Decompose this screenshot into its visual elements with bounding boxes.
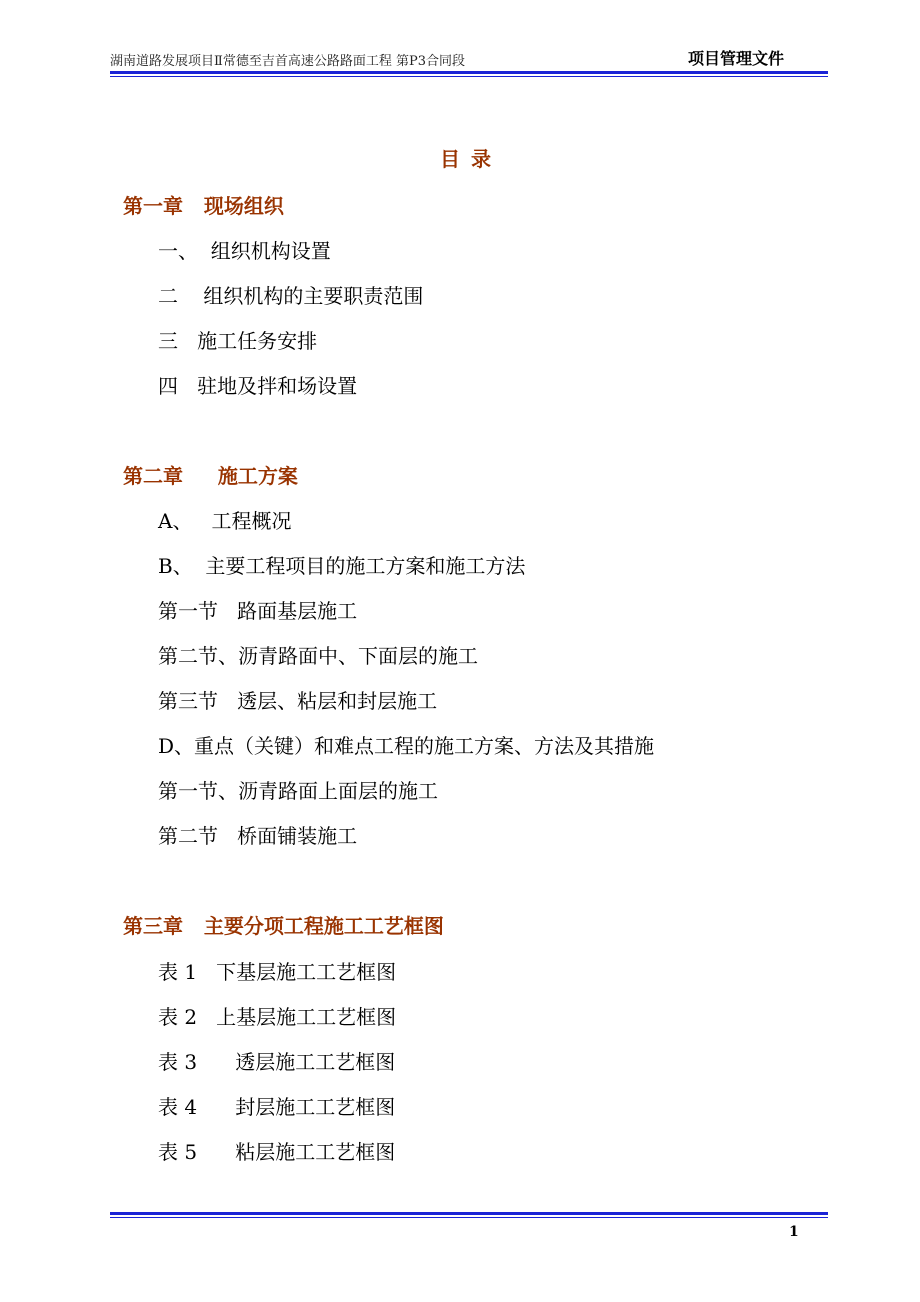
toc-title: 目 录: [440, 147, 493, 171]
toc-item: 一、 组织机构设置: [158, 239, 331, 263]
header-document-type: 项目管理文件: [688, 49, 785, 68]
toc-item: 表 1 下基层施工工艺框图: [158, 960, 397, 984]
toc-item: 表 2 上基层施工工艺框图: [158, 1005, 397, 1029]
footer-rule-thin: [110, 1217, 828, 1218]
header-project-name: 湖南道路发展项目Ⅱ常德至吉首高速公路路面工程 第P3合同段: [110, 54, 465, 69]
page-number: 1: [789, 1224, 799, 1240]
toc-item: 三 施工任务安排: [158, 329, 318, 353]
chapter-1-heading: 第一章 现场组织: [123, 194, 284, 218]
toc-item: B、 主要工程项目的施工方案和施工方法: [158, 554, 526, 578]
chapter-2-heading: 第二章 施工方案: [123, 464, 298, 488]
toc-item: 第一节 路面基层施工: [158, 599, 358, 623]
toc-item: 表 3 透层施工工艺框图: [158, 1050, 396, 1074]
footer-rule-thick: [110, 1212, 828, 1215]
chapter-3-heading: 第三章 主要分项工程施工工艺框图: [123, 914, 444, 938]
toc-item: D、重点（关键）和难点工程的施工方案、方法及其措施: [158, 734, 655, 758]
toc-item: 二 组织机构的主要职责范围: [158, 284, 424, 308]
toc-item: 表 4 封层施工工艺框图: [158, 1095, 396, 1119]
toc-item: A、 工程概况: [158, 509, 292, 533]
toc-item: 表 5 粘层施工工艺框图: [158, 1140, 396, 1164]
toc-item: 第三节 透层、粘层和封层施工: [158, 689, 438, 713]
toc-item: 第一节、沥青路面上面层的施工: [158, 779, 438, 803]
toc-item: 四 驻地及拌和场设置: [158, 374, 358, 398]
toc-item: 第二节、沥青路面中、下面层的施工: [158, 644, 478, 668]
toc-item: 第二节 桥面铺装施工: [158, 824, 358, 848]
header-rule-thick: [110, 71, 828, 74]
header-rule-thin: [110, 76, 828, 77]
